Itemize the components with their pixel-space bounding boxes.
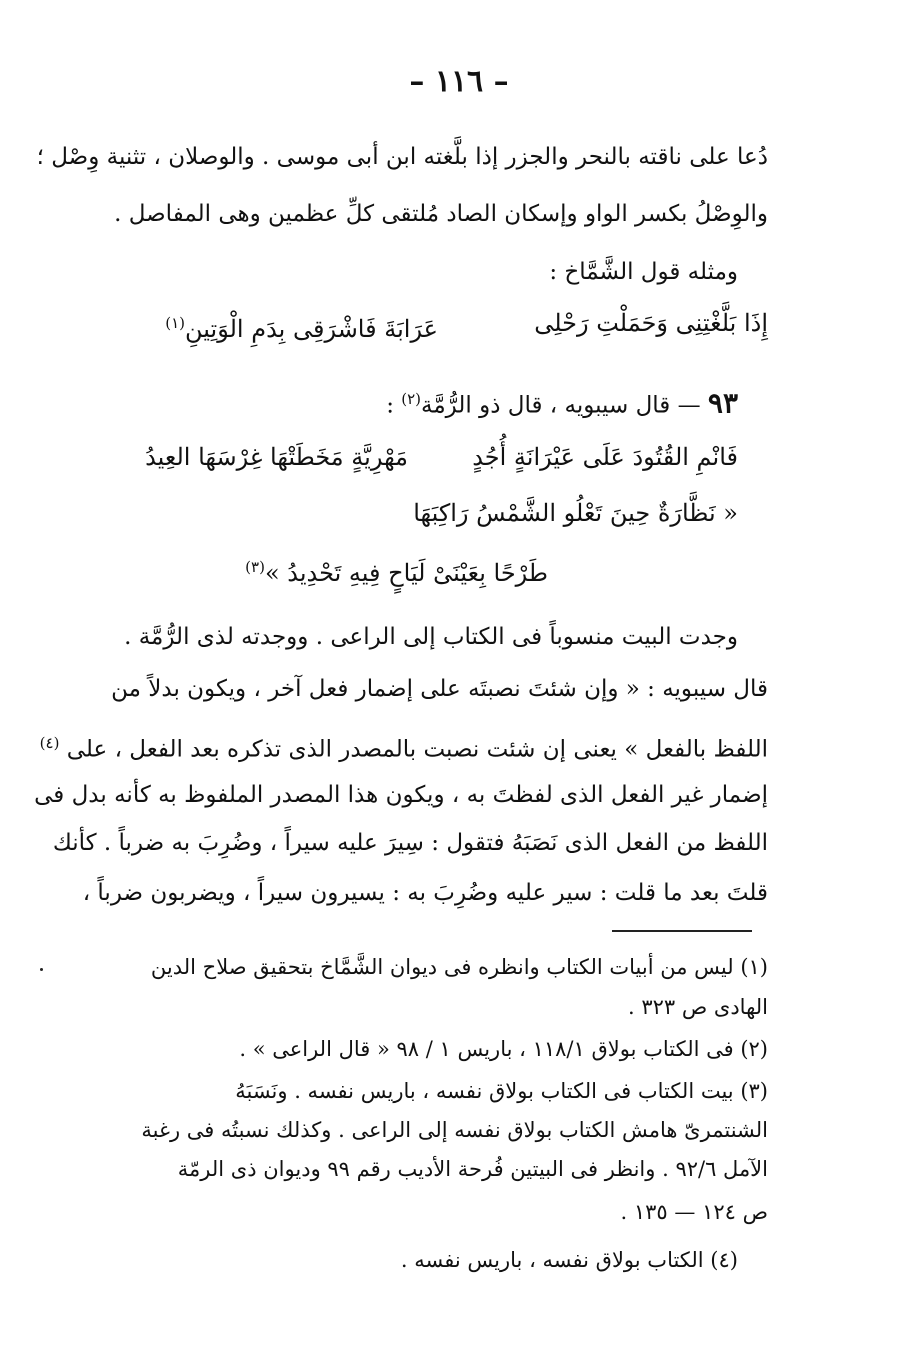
entry-number: ٩٣ — [707, 386, 738, 420]
footnote-marker-1: (١) — [165, 314, 186, 332]
poem-verse-2: « نَظَّارَةٌ حِينَ تَعْلُو الشَّمْسُ رَاكِبَهَا — [413, 499, 738, 527]
intro-line-1: دُعا على ناقته بالنحر والجزر إذا بلَّغته ابن أبى موسى . والوصلان ، تثنية وِصْل ؛ — [36, 144, 768, 170]
footnote-3-line-1: (٣) بيت الكتاب فى الكتاب بولاق نفسه ، باريس نفسه . ونَسَبَهُ — [235, 1079, 768, 1103]
shammakh-verse-right: إِذَا بَلَّغْتِنِى وَحَمَلْتِ رَحْلِى — [534, 309, 768, 337]
page-number: – ١١٦ – — [409, 64, 509, 99]
entry-text: — قال سيبويه ، قال ذو الرُّمَّة — [421, 392, 701, 419]
intro-line-2: والوِصْلُ بكسر الواو وإسكان الصاد مُلتقى كلِّ عظمين وهى المفاصل . — [114, 201, 768, 227]
paragraph-line-6: قلتَ بعد ما قلت : سير عليه وضُرِبَ به : يسيرون سيراً ، ويضربون ضرباً ، — [82, 880, 768, 906]
poem-verse-1-right: فَانْمِ القُتُودَ عَلَى عَيْرَانَةٍ أُجُدٍ — [472, 443, 738, 471]
footnote-marker-2: (٢) — [401, 390, 422, 408]
footnote-1-line-1: (١) ليس من أبيات الكتاب وانظره فى ديوان الشَّمَّاخ بتحقيق صلاح الدين — [150, 955, 768, 979]
entry-colon: : — [386, 392, 394, 419]
footnote-3-line-2: الشنتمرىّ هامش الكتاب بولاق نفسه إلى الراعى . وكذلك نسبتُه فى رغبة — [141, 1118, 768, 1142]
paragraph-line-4: إضمار غير الفعل الذى لفظتَ به ، ويكون هذا المصدر الملفوظ به كأنه بدل فى — [34, 782, 768, 808]
entry-93 — [386, 382, 738, 423]
scan-speck — [40, 968, 43, 971]
footnote-4: (٤) الكتاب بولاق نفسه ، باريس نفسه . — [400, 1248, 738, 1272]
footnote-1-line-2: الهادى ص ٣٢٣ . — [627, 995, 768, 1019]
footnote-3-line-4: ص ١٢٤ — ١٣٥ . — [620, 1200, 768, 1224]
footnote-3-line-3: الآمل ٩٢/٦ . وانظر فى البيتين فُرحة الأديب رقم ٩٩ وديوان ذى الرمّة — [177, 1157, 768, 1181]
paragraph-line-5: اللفظ من الفعل الذى نَصَبَهُ فتقول : سِيرَ عليه سيراً ، وضُرِبَ به ضرباً . كأنك — [52, 830, 768, 856]
poem-verse-3-text: طَرْحًا بِعَيْنَىْ لَيَاحٍ فِيهِ تَحْدِيدُ » — [264, 559, 548, 587]
paragraph-line-3 — [40, 726, 768, 767]
poem-verse-3 — [245, 550, 548, 590]
paragraph-line-3-text: اللفظ بالفعل » يعنى إن شئت نصبت بالمصدر الذى تذكره بعد الفعل ، على — [66, 736, 768, 763]
footnote-2: (٢) فى الكتاب بولاق ١١٨/١ ، باريس ١ / ٩٨ « قال الراعى » . — [239, 1037, 768, 1061]
paragraph-line-2: قال سيبويه : « وإن شئتَ نصبتَه على إضمار فعل آخر ، ويكون بدلاً من — [111, 676, 768, 702]
shammakh-verse-left-text: عَرَابَةَ فَاشْرَقِى بِدَمِ الْوَتِينِ — [185, 315, 438, 343]
paragraph-line-1: وجدت البيت منسوباً فى الكتاب إلى الراعى . ووجدته لذى الرُّمَّة . — [124, 624, 738, 650]
footnote-marker-3: (٣) — [245, 558, 265, 576]
poem-verse-1-left: مَهْرِيَّةٍ مَخَطَتْهَا غِرْسَهَا العِيدُ — [145, 443, 408, 471]
shammakh-verse-left — [165, 306, 438, 346]
shammakh-intro: ومثله قول الشَّمَّاخ : — [549, 259, 738, 285]
footnote-divider — [612, 930, 752, 932]
footnote-marker-4: (٤) — [39, 734, 60, 752]
